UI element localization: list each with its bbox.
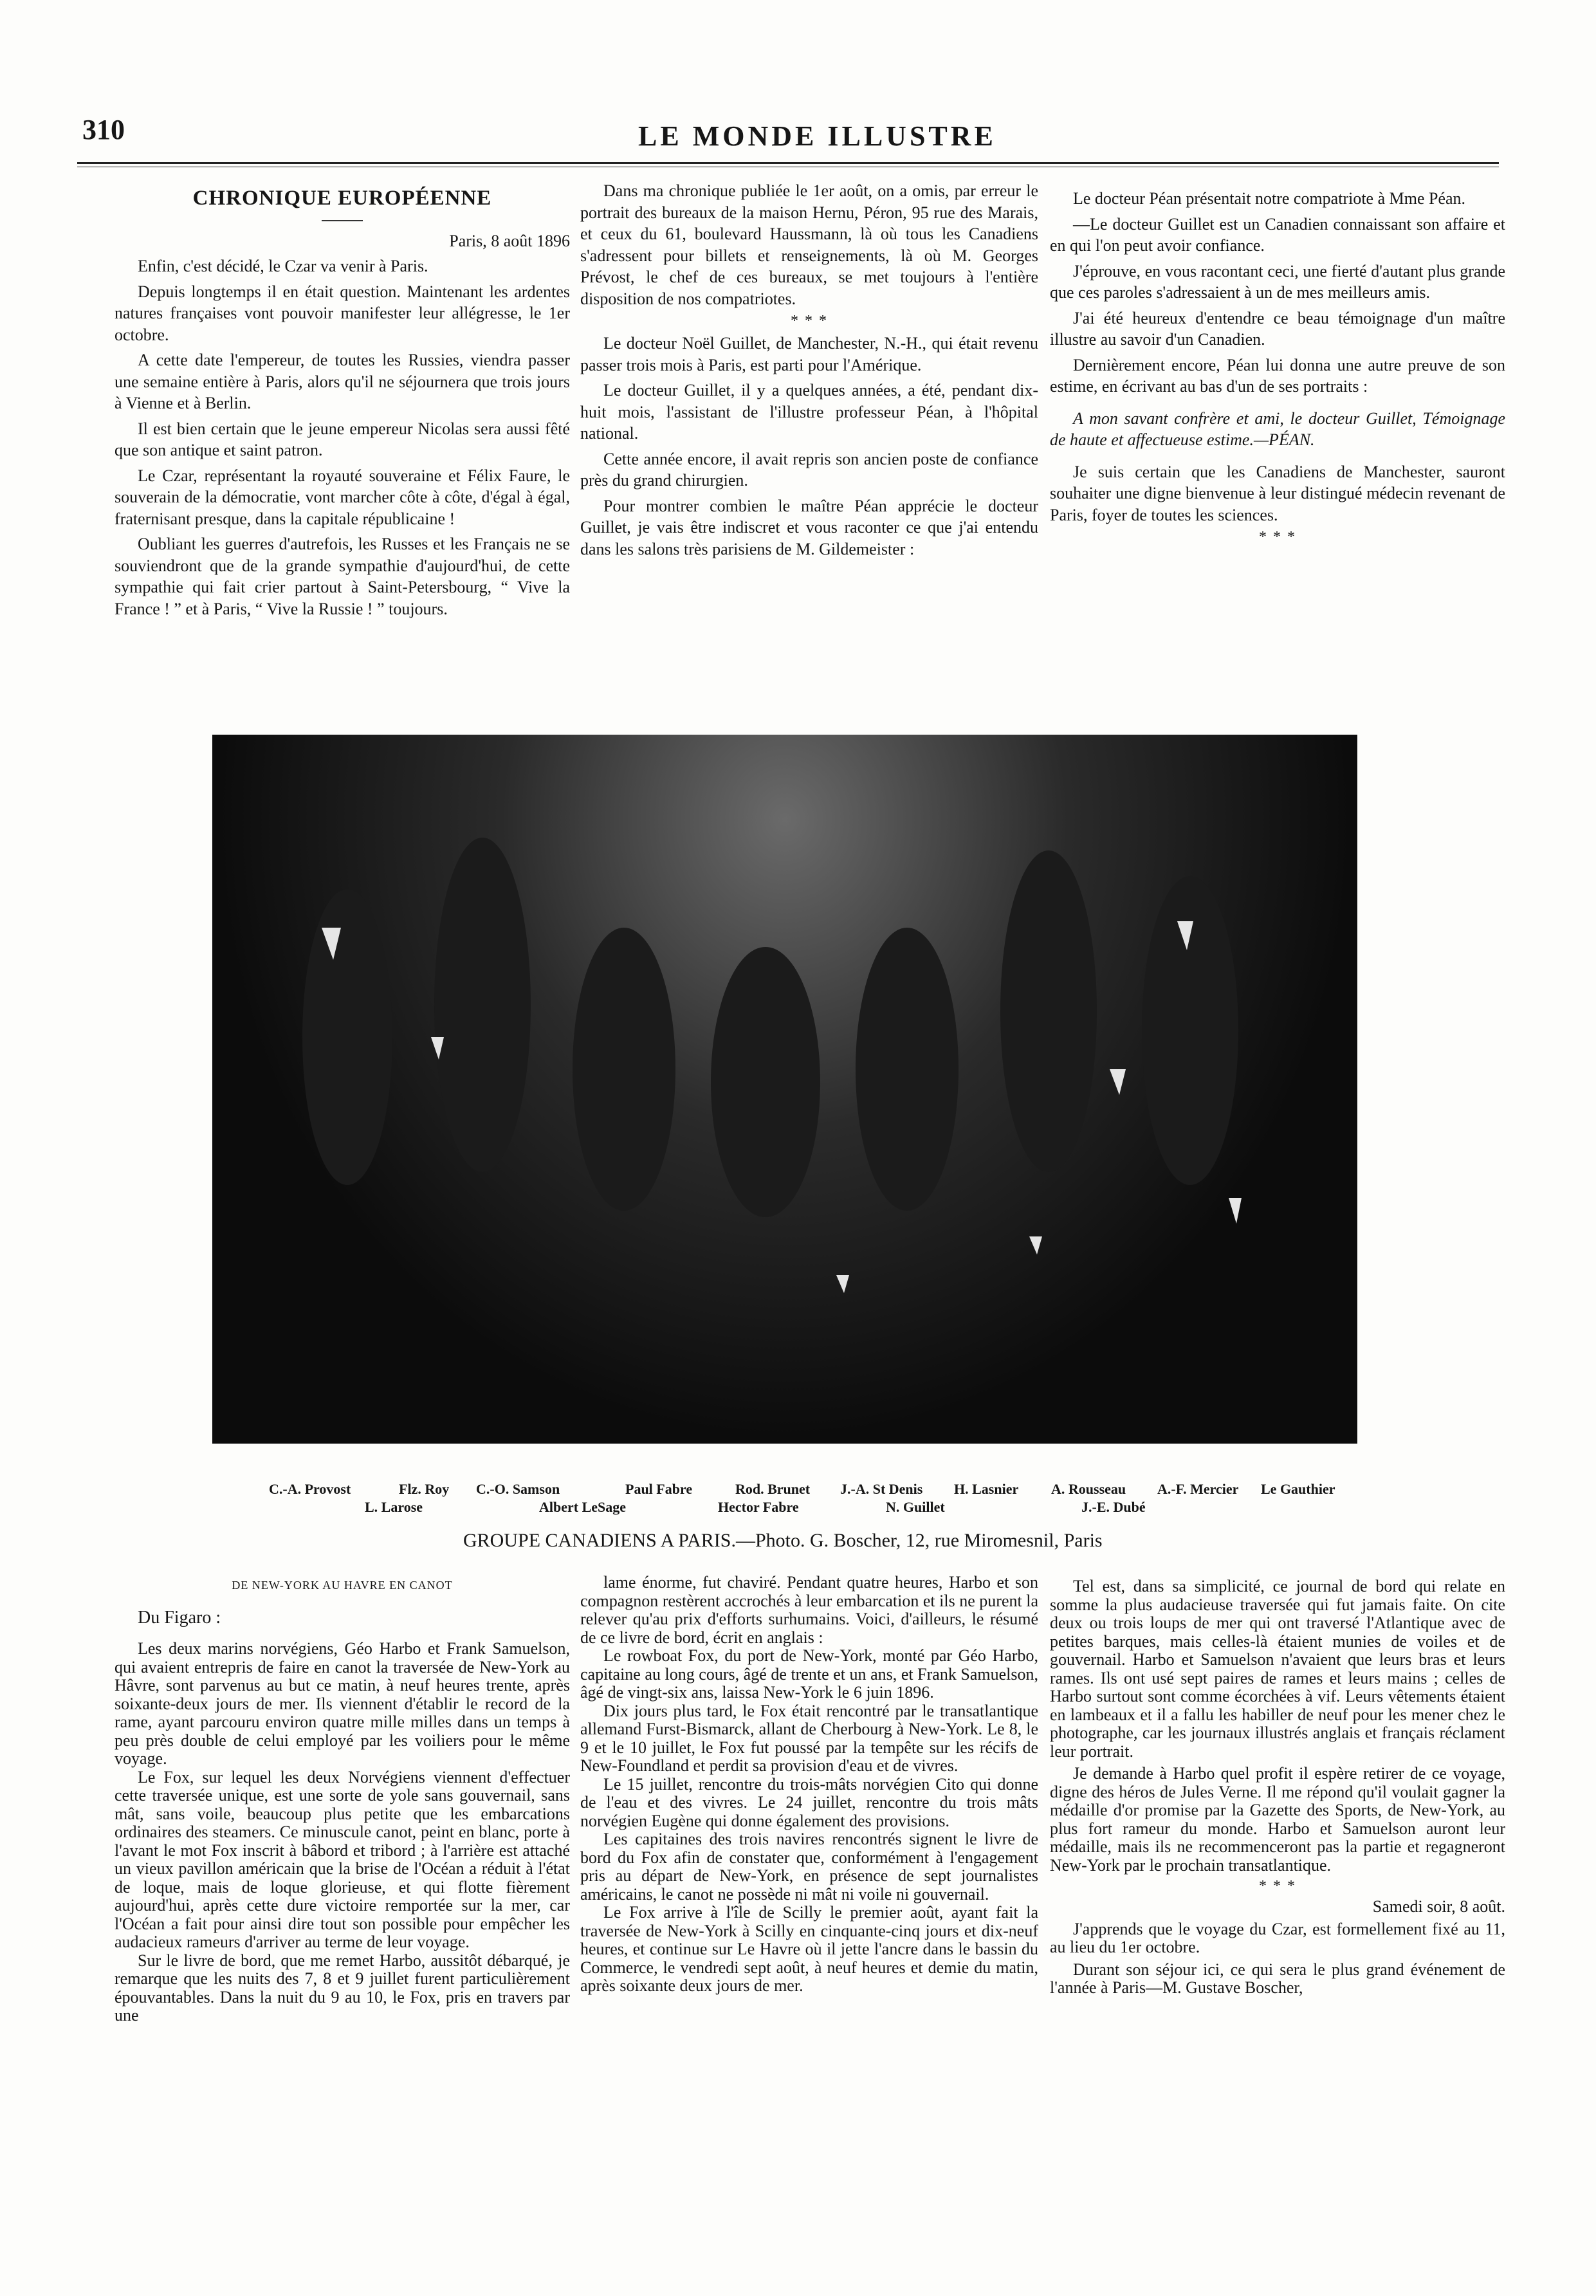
caption-name: C.-A. Provost (269, 1481, 351, 1497)
chronique-title: CHRONIQUE EUROPÉENNE (192, 187, 492, 210)
caption-name: Paul Fabre (625, 1481, 693, 1497)
title-dash (322, 220, 363, 221)
article-column-2 (580, 1574, 1038, 1996)
dedication-quote: A mon savant confrère et ami, le docteur Guillet, Témoignage de haute et affectueuse estime.—PÉAN. (1050, 409, 1505, 449)
paragraph: Dans ma chronique publiée le 1er août, on a omis, par erreur le portrait des bureaux de la maison Hernu, Péron, 95 rue des Marais, et ceux du 61, boulevard Haussmann, là où tous les Canadiens s'adressent pour billets et renseignements, là où M. Georges Prévost, le chef de ces bureaux, se met toujours à l'entière disposition de nos compatriotes. (580, 181, 1038, 308)
paragraph: Le Czar, représentant la royauté souveraine et Félix Faure, le souverain de la démocratie, vont marcher côte à côte, d'égal à égal, fraternisant presque, dans la capitale républicaine ! (115, 466, 570, 528)
chronique-column-1 (115, 188, 570, 623)
asterism: * * * (791, 313, 828, 329)
photo-caption-title: GROUPE CANADIENS A PARIS.—Photo. G. Boscher, 12, rue Miromesnil, Paris (463, 1530, 1103, 1551)
paragraph: Le docteur Péan présentait notre compatriote à Mme Péan. (1073, 189, 1466, 208)
dateline: Samedi soir, 8 août. (1372, 1897, 1505, 1916)
caption-name: N. Guillet (886, 1499, 945, 1515)
paragraph: Pour montrer combien le maître Péan apprécie le docteur Guillet, je vais être indiscret et vous raconter ce que j'ai entendu dans les salons très parisiens de M. Gildemeister : (580, 496, 1038, 558)
paragraph: Le docteur Noël Guillet, de Manchester, N.-H., qui était revenu passer trois mois à Paris, est parti pour l'Amérique. (580, 334, 1038, 374)
caption-name: A. Rousseau (1051, 1481, 1126, 1497)
caption-name: Le Gauthier (1261, 1481, 1335, 1497)
masthead: LE MONDE ILLUSTRE (638, 120, 996, 152)
asterism: * * * (1259, 1878, 1296, 1895)
paragraph: J'ai été heureux d'entendre ce beau témoignage d'un maître illustre au savoir d'un Canadien. (1050, 308, 1505, 349)
paragraph: Il est bien certain que le jeune empereur Nicolas sera aussi fêté que son antique et saint patron. (115, 419, 570, 459)
paragraph: Enfin, c'est décidé, le Czar va venir à Paris. (138, 257, 428, 275)
caption-name: H. Lasnier (954, 1481, 1019, 1497)
paragraph: Cette année encore, il avait repris son ancien poste de confiance près du grand chirurgien. (580, 449, 1038, 490)
paragraph: Sur le livre de bord, que me remet Harbo, aussitôt débarqué, je remarque que les nuits des 7, 8 et 9 juillet furent particulièrement épouvantables. Dans la nuit du 9 au 10, le Fox, pris en travers par une (115, 1951, 570, 2025)
caption-name: Albert LeSage (539, 1499, 627, 1515)
caption-name: A.-F. Mercier (1157, 1481, 1239, 1497)
caption-name: C.-O. Samson (476, 1481, 560, 1497)
article-column-3 (1050, 1577, 1505, 2001)
paragraph: Le 15 juillet, rencontre du trois-mâts norvégien Cito qui donne de l'eau et des vivres. Le 24 juillet, rencontre du trois mâts norvégien Eugène qui donne également des provisions. (580, 1774, 1038, 1830)
caption-name: L. Larose (365, 1499, 423, 1515)
paragraph: Le Fox, sur lequel les deux Norvégiens viennent d'effectuer cette traversée unique, est une sorte de yole sans gouvernail, sans mât, sans voile, beaucoup plus petite que les embarcations ordinaires des steamers. Ce minuscule canot, peint en blanc, porte à l'avant le mot Fox inscrit à bâbord et tribord ; à l'arrière est attaché un vieux pavillon américain que la brise de l'Océan a réduit à l'état de loque, mais de loque glorieuse, et qui flotte fièrement aujourd'hui, après cette dure victoire remportée sur la mer, car l'Océan a fait pour ainsi dire tout son possible pour empêcher les audacieux rameurs d'arriver au terme de leur voyage. (115, 1767, 570, 1951)
caption-name: Rod. Brunet (735, 1481, 811, 1497)
paragraph: Dix jours plus tard, le Fox était rencontré par le transatlantique allemand Furst-Bismarck, allant de Cherbourg à New-York. Le 8, le 9 et le 10 juillet, le Fox fut poussé par la tempête sur les récifs de New-Foundland et perdit sa provision d'eau et de vivres. (580, 1701, 1038, 1775)
caption-name: J.-E. Dubé (1081, 1499, 1146, 1515)
article-column-1 (115, 1576, 570, 2025)
caption-name: Flz. Roy (399, 1481, 450, 1497)
paragraph: Durant son séjour ici, ce qui sera le plus grand événement de l'année à Paris—M. Gustave Boscher, (1050, 1960, 1505, 1997)
paragraph: A cette date l'empereur, de toutes les Russies, viendra passer une semaine entière à Paris, alors qu'il ne séjournera que trois jours à Vienne et à Berlin. (115, 351, 570, 412)
chronique-dateline: Paris, 8 août 1896 (449, 231, 570, 250)
article-kicker: DE NEW-YORK AU HAVRE EN CANOT (232, 1579, 453, 1592)
paragraph: Depuis longtemps il en était question. Maintenant les ardentes natures françaises vont pouvoir manifester leur allégresse, le 1er octobre. (115, 282, 570, 344)
paragraph: lame énorme, fut chaviré. Pendant quatre heures, Harbo et son compagnon restèrent accrochés à leur embarcation et ils ne purent la relever qu'au prix d'efforts surhumains. Voici, d'ailleurs, le résumé de ce livre de bord, écrit en anglais : (580, 1573, 1038, 1647)
paragraph: J'éprouve, en vous racontant ceci, une fierté d'autant plus grande que ces paroles s'adressaient à un de mes meilleurs amis. (1050, 261, 1505, 302)
paragraph: Les deux marins norvégiens, Géo Harbo et Frank Samuelson, qui avaient entrepris de faire en canot la traversée de New-York au Hâvre, sont parvenus au but ce matin, à neuf heures trente, après soixante-deux jours de mer. Ils viennent d'établir le record de la rame, ayant parcouru environ quatre mille milles dans un temps à peu près double de celui employé par les voiliers pour le même voyage. (115, 1639, 570, 1768)
paragraph: Dernièrement encore, Péan lui donna une autre preuve de son estime, en écrivant au bas d'un de ses portraits : (1050, 355, 1505, 396)
paragraph: Oubliant les guerres d'autrefois, les Russes et les Français ne se souviendront que de la grande sympathie d'aujourd'hui, de cette sympathie qui fait crier partout à Saint-Petersbourg, “ Vive la France ! ” et à Paris, “ Vive la Russie ! ” toujours. (115, 535, 570, 618)
photo-figures (212, 735, 1357, 1444)
caption-name: Hector Fabre (718, 1499, 799, 1515)
chronique-column-2 (580, 180, 1038, 564)
header-rule (77, 162, 1499, 164)
asterism: * * * (1259, 529, 1296, 546)
page-number: 310 (82, 114, 125, 145)
paragraph: Tel est, dans sa simplicité, ce journal de bord qui relate en somme la plus audacieuse traversée qui fut jamais faite. On cite deux ou trois loups de mer qui ont traversé l'Atlantique avec de petites barques, mais celles-là étaient munies de voiles et de gouvernail. Harbo et Samuelson n'avaient que leurs bras et leurs rames. Ils ont usé sept paires de rames et leurs mains ; celles de Harbo surtout sont comme écorchées à vif. Leurs vêtements étaient en lambeaux et il a fallu les habiller de neuf pour les mener chez le photographe, car les journaux illustrés anglais et français réclament leur portrait. (1050, 1577, 1505, 1761)
caption-name: J.-A. St Denis (840, 1481, 923, 1497)
paragraph: J'apprends que le voyage du Czar, est formellement fixé au 11, au lieu du 1er octobre. (1050, 1919, 1505, 1956)
paragraph: Le Fox arrive à l'île de Scilly le premier août, ayant fait la traversée de New-York à Scilly en cinquante-cinq jours et dix-neuf heures, et continue sur Le Havre où il jette l'ancre dans le bassin du Commerce, le vendredi sept août, à neuf heures et demie du matin, après soixante deux jours de mer. (580, 1903, 1038, 1995)
group-photograph (212, 735, 1357, 1444)
paragraph: Je suis certain que les Canadiens de Manchester, sauront souhaiter une digne bienvenue à leur distingué médecin revenant de Paris, foyer de toutes les sciences. (1050, 462, 1505, 524)
article-source: Du Figaro : (138, 1607, 221, 1628)
chronique-column-3 (1050, 188, 1505, 549)
paragraph: Je demande à Harbo quel profit il espère retirer de ce voyage, digne des héros de Jules Verne. Il me répond qu'il voulait gagner la médaille d'or promise par la Gazette des Sports, de New-York, au plus fort rameur du monde. Harbo et Samuelson auront leur médaille, mais ils ne recommenceront pas la partie et regagneront New-York par le prochain transatlantique. (1050, 1764, 1505, 1875)
paragraph: —Le docteur Guillet est un Canadien connaissant son affaire et en qui l'on peut avoir confiance. (1050, 214, 1505, 255)
paragraph: Les capitaines des trois navires rencontrés signent le livre de bord du Fox afin de constater que, conformément à l'engagement pris au départ de New-York, en présence de sept journalistes américains, le canot ne possède ni mât ni voile ni gouvernail. (580, 1830, 1038, 1904)
paragraph: Le docteur Guillet, il y a quelques années, a été, pendant dix-huit mois, l'assistant de l'illustre professeur Péan, à l'hôpital national. (580, 381, 1038, 443)
paragraph: Le rowboat Fox, du port de New-York, monté par Géo Harbo, capitaine au long cours, âgé de trente et un ans, et Frank Samuelson, âgé de vingt-six ans, laissa New-York le 6 juin 1896. (580, 1646, 1038, 1702)
